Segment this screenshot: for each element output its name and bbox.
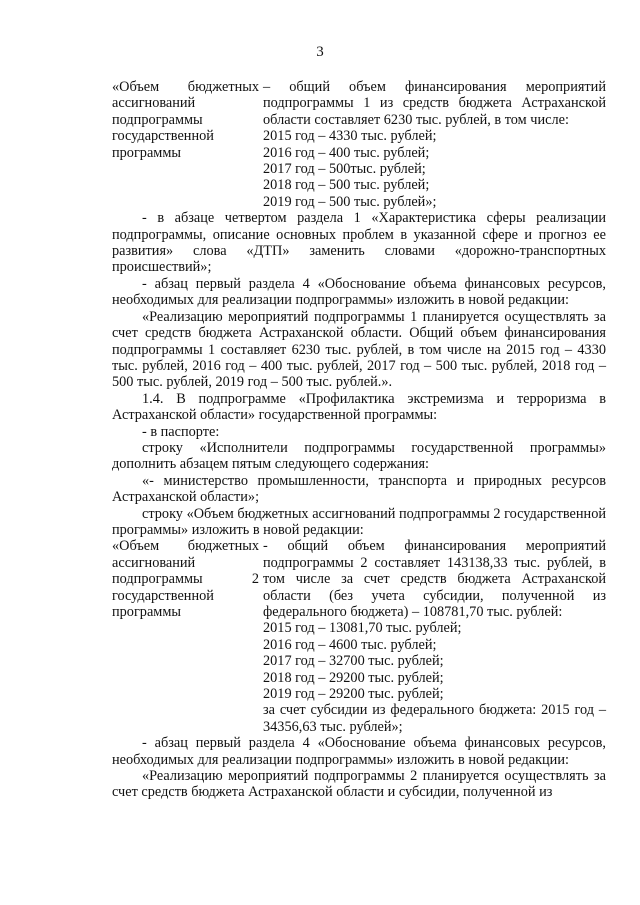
paragraph: - абзац первый раздела 4 «Обоснование объема финансовых ресурсов, необходимых для реализации подпрограммы» изложить в новой редакции: [112, 275, 606, 309]
year-line: 2019 год – 500 тыс. рублей»; [263, 193, 437, 210]
budget-table-1-intro: – общий объем финансирования мероприятий подпрограммы 1 из средств бюджета Астраханской области составляет 6230 тыс. рублей, в том числе: [263, 79, 606, 128]
budget-table-2-intro: - общий объем финансирования мероприятий подпрограммы 2 составляет 143138,33 тыс. рублей, в том числе за счет средств бюджета Астраханской области (без учета субсидии, полученной из федерального бюджета) – 108781,70 тыс. рублей: [263, 538, 606, 620]
paragraph: - в паспорте: [142, 423, 220, 440]
year-line: 2019 год – 29200 тыс. рублей; [263, 686, 444, 703]
page-number: 3 [316, 44, 324, 60]
year-line: 2018 год – 500 тыс. рублей; [263, 177, 430, 194]
budget-table-2 [112, 538, 606, 735]
year-line: 2015 год – 4330 тыс. рублей; [263, 128, 437, 145]
budget-table-1-value [259, 79, 606, 210]
year-line: 2017 год – 500тыс. рублей; [263, 161, 426, 178]
subsidy-line: за счет субсидии из федерального бюджета: 2015 год – 34356,63 тыс. рублей»; [263, 702, 606, 735]
budget-table-2-value [259, 538, 606, 735]
budget-table-2-label: «Объем бюджетных ассигнований подпрограммы 2 государственной программы [112, 538, 259, 620]
year-line: 2017 год – 32700 тыс. рублей; [263, 653, 444, 670]
budget-table-1-label: «Объем бюджетных ассигнований подпрограммы государственной программы [112, 79, 259, 161]
year-line: 2018 год – 29200 тыс. рублей; [263, 669, 444, 686]
year-line: 2016 год – 4600 тыс. рублей; [263, 636, 437, 653]
paragraph: - абзац первый раздела 4 «Обоснование объема финансовых ресурсов, необходимых для реализации подпрограммы» изложить в новой редакции: [112, 735, 606, 768]
paragraph: строку «Исполнители подпрограммы государственной программы» дополнить абзацем пятым следующего содержания: [112, 439, 606, 473]
paragraph: 1.4. В подпрограмме «Профилактика экстремизма и терроризма в Астраханской области» государственной программы: [112, 390, 606, 424]
year-line: 2016 год – 400 тыс. рублей; [263, 144, 430, 161]
paragraph: - в абзаце четвертом раздела 1 «Характеристика сферы реализации подпрограммы, описание основных проблем в указанной сфере и прогноз ее развития» слова «ДТП» заменить словами «дорожно-транспортных происшествий»; [112, 210, 606, 276]
document-body [112, 79, 606, 801]
year-line: 2015 год – 13081,70 тыс. рублей; [263, 620, 462, 637]
paragraph: «Реализацию мероприятий подпрограммы 1 планируется осуществлять за счет средств бюджета Астраханской области. Общий объем финансирования подпрограммы 1 составляет 6230 тыс. рублей, в том числе на 2015 год – 4330 тыс. рублей, 2016 год – 400 тыс. рублей, 2017 год – 500 тыс. рублей, 2018 год – 500 тыс. рублей, 2019 год – 500 тыс. рублей.». [112, 308, 606, 391]
budget-table-1 [112, 79, 606, 210]
paragraph: «- министерство промышленности, транспорта и природных ресурсов Астраханской области»; [112, 472, 606, 506]
paragraph: «Реализацию мероприятий подпрограммы 2 планируется осуществлять за счет средств бюджета Астраханской области и субсидии, полученной из [112, 768, 606, 801]
paragraph: строку «Объем бюджетных ассигнований подпрограммы 2 государственной программы» изложить в новой редакции: [112, 505, 606, 538]
